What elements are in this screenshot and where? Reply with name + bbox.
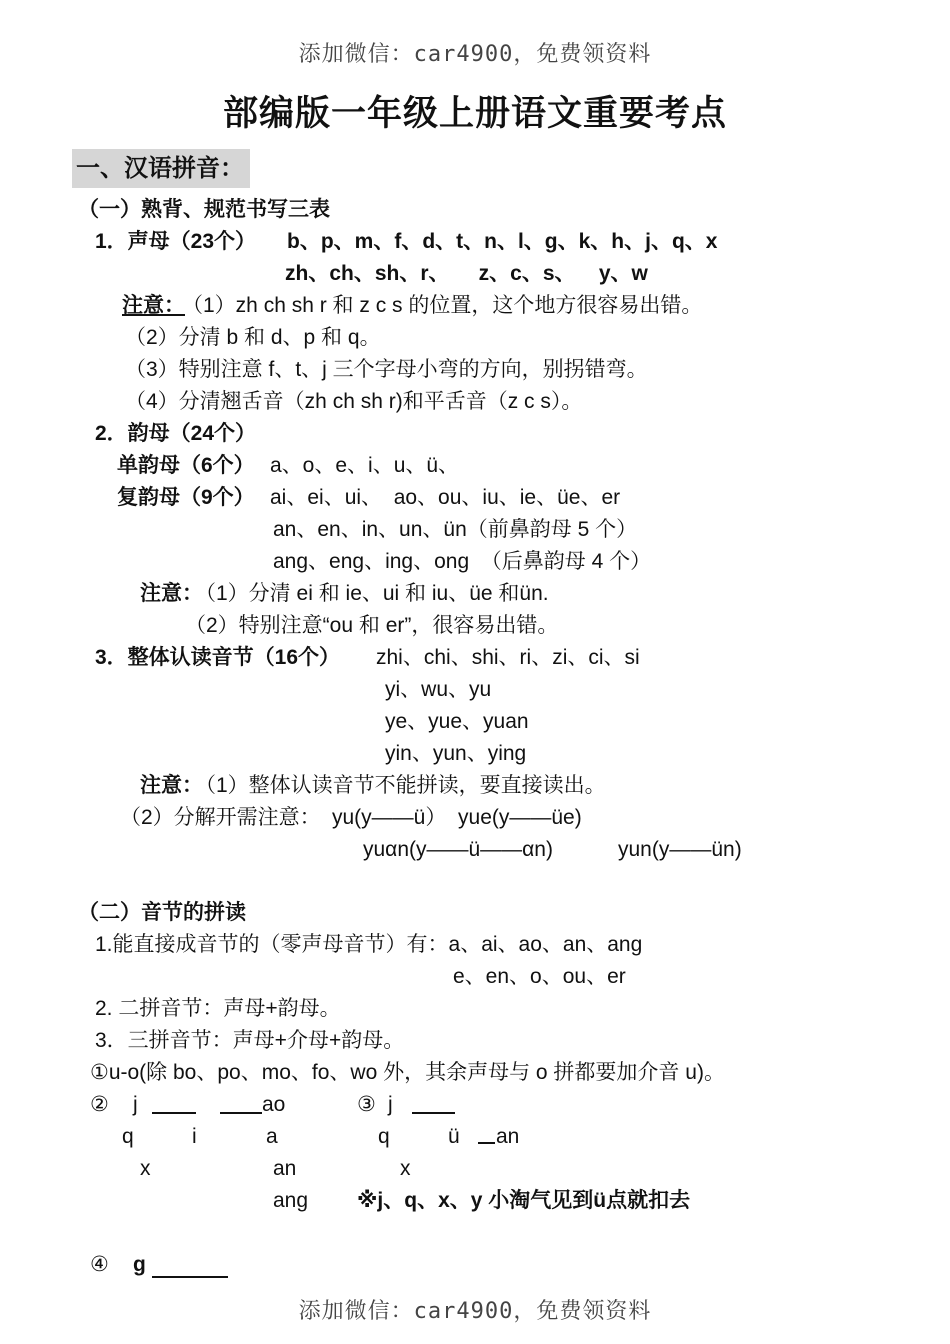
diagram-number: ③ — [357, 1093, 376, 1116]
watermark-top: 添加微信：car4900，免费领资料 — [298, 42, 652, 67]
connector-line — [478, 1142, 495, 1144]
list-item: e、en、o、ou、er — [453, 965, 626, 988]
fu-yunmu-items: ai、ei、ui、 ao、ou、iu、ie、üe、er — [270, 486, 621, 509]
note-text: yu(y——ü） yue(y——üe) — [332, 806, 582, 829]
list-item: ①u-o(除 bo、po、mo、fo、wo 外，其余声母与 o 拼都要加介音 u)。 — [90, 1061, 725, 1084]
note-text: yun(y——ün) — [618, 838, 742, 861]
note-text: （3）特别注意 f、t、j 三个字母小弯的方向，别拐错弯。 — [125, 358, 648, 381]
diagram-letter: i — [192, 1125, 197, 1148]
note-text: （2）分解开需注意： — [120, 806, 321, 829]
yunmu-label: 2．韵母（24个） — [95, 422, 257, 445]
note-text: （1）zh ch sh r 和 z c s 的位置，这个地方很容易出错。 — [182, 294, 703, 317]
connector-line — [412, 1112, 455, 1114]
list-item: 1.能直接成音节的（零声母音节）有：a、ai、ao、an、ang — [95, 933, 643, 956]
diagram-letter: x — [140, 1157, 151, 1180]
subsection-heading: （一）熟背、规范书写三表 — [78, 198, 330, 221]
page-title: 部编版一年级上册语文重要考点 — [222, 94, 727, 133]
note-text: yuαn(y——ü——αn) — [363, 838, 553, 861]
subsection-heading: （二）音节的拼读 — [78, 901, 246, 924]
fu-yunmu-label: 复韵母（9个） — [117, 486, 255, 509]
note-text: （1）整体认读音节不能拼读，要直接读出。 — [195, 774, 606, 797]
diagram-letter: ao — [262, 1093, 286, 1116]
diagram-letter: j — [133, 1093, 138, 1116]
note-text: （4）分清翘舌音（zh ch sh r)和平舌音（z c s）。 — [125, 390, 583, 413]
rule-text: ※j、q、x、y 小淘气见到ü点就扣去 — [357, 1189, 691, 1212]
shengmu-row: b、p、m、f、d、t、n、l、g、k、h、j、q、x — [287, 230, 718, 253]
shengmu-row: zh、ch、sh、r、 z、c、s、 y、w — [285, 262, 648, 285]
list-item: 2. 二拼音节：声母+韵母。 — [95, 997, 341, 1020]
zhengti-row: ye、yue、yuan — [385, 710, 529, 733]
diagram-letter: a — [266, 1125, 278, 1148]
shengmu-label: 1．声母（23个） — [95, 230, 257, 253]
note-label: 注意： — [140, 582, 203, 605]
zhengti-label: 3．整体认读音节（16个） — [95, 646, 341, 669]
diagram-letter: ang — [273, 1189, 309, 1212]
dan-yunmu-label: 单韵母（6个） — [117, 454, 255, 477]
note-label: 注意： — [140, 774, 203, 797]
diagram-letter: g — [133, 1253, 146, 1276]
list-item: 3．三拼音节：声母+介母+韵母。 — [95, 1029, 405, 1052]
connector-line — [152, 1276, 228, 1278]
dan-yunmu-items: a、o、e、i、u、ü、 — [270, 454, 460, 477]
note-text: （2）特别注意“ou 和 er”，很容易出错。 — [185, 614, 559, 637]
zhengti-row: yin、yun、ying — [385, 742, 527, 765]
connector-line — [152, 1112, 196, 1114]
note-label: 注意： — [122, 294, 185, 317]
diagram-letter: an — [496, 1125, 520, 1148]
connector-line — [220, 1112, 262, 1114]
diagram-letter: ü — [448, 1125, 460, 1148]
section-heading: 一、汉语拼音： — [72, 149, 250, 188]
diagram-letter: q — [378, 1125, 390, 1148]
diagram-number: ④ — [90, 1253, 109, 1276]
diagram-letter: x — [400, 1157, 411, 1180]
diagram-letter: j — [388, 1093, 393, 1116]
back-nasal: ang、eng、ing、ong （后鼻韵母 4 个） — [273, 550, 652, 573]
diagram-number: ② — [90, 1093, 109, 1116]
watermark-bottom: 添加微信：car4900，免费领资料 — [298, 1299, 652, 1324]
diagram-letter: an — [273, 1157, 297, 1180]
diagram-letter: q — [122, 1125, 134, 1148]
front-nasal: an、en、in、un、ün（前鼻韵母 5 个） — [273, 518, 638, 541]
note-text: （2）分清 b 和 d、p 和 q。 — [125, 326, 381, 349]
note-text: （1）分清 ei 和 ie、ui 和 iu、üe 和ün. — [195, 582, 549, 605]
zhengti-row: yi、wu、yu — [385, 678, 492, 701]
zhengti-row: zhi、chi、shi、ri、zi、ci、si — [376, 646, 640, 669]
